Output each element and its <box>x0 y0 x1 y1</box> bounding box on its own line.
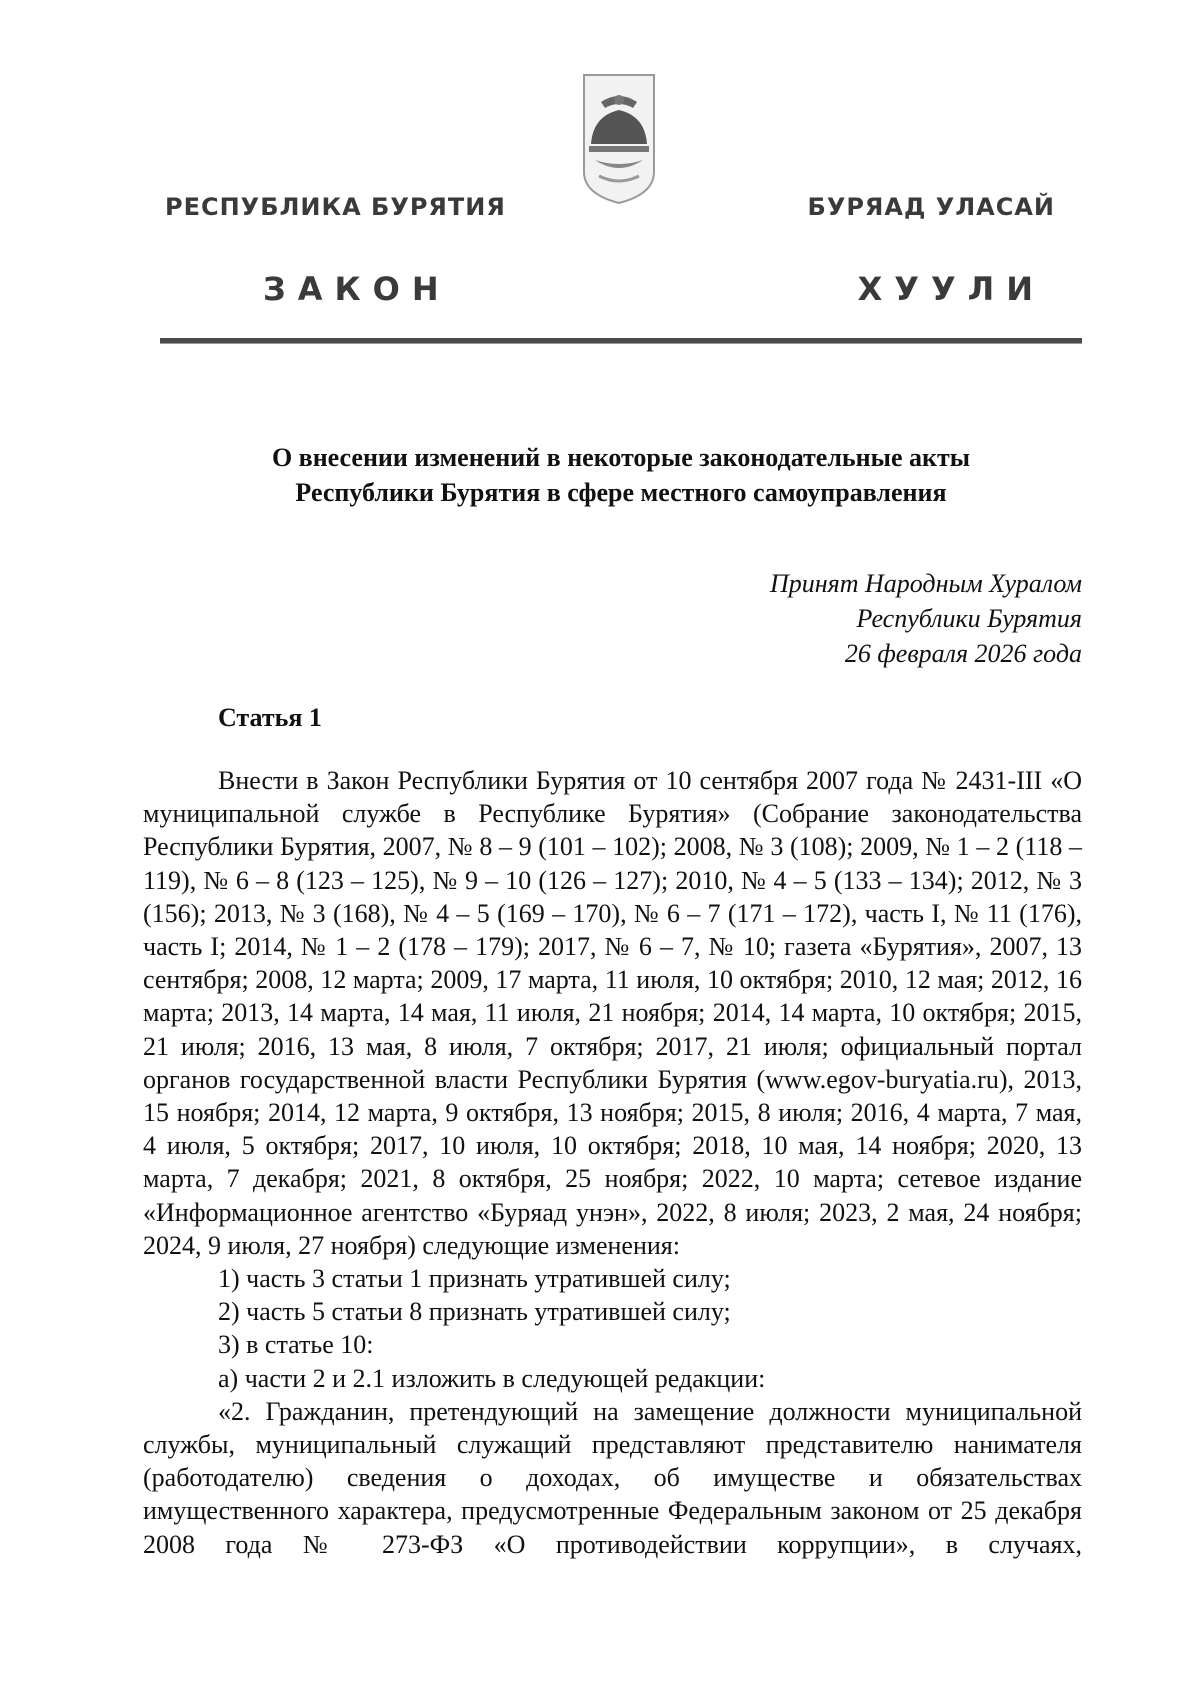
title-line-1: О внесении изменений в некоторые законодательные акты <box>271 443 971 472</box>
list-item-3: 3) в статье 10: <box>218 1330 374 1360</box>
title-line-2: Республики Бурятия в сфере местного самоуправления <box>295 478 947 507</box>
coat-of-arms-icon <box>581 72 657 206</box>
adoption-line-2: Республики Бурятия <box>856 604 1082 633</box>
law-label-buryat: ХУУЛИ <box>857 270 1045 308</box>
article-body <box>143 764 1082 1561</box>
list-item-2: 2) часть 5 статьи 8 признать утратившей силу; <box>218 1297 731 1327</box>
intro-paragraph: Внести в Закон Республики Бурятия от 10 сентября 2007 года № 2431-III «О муниципальной службе в Республике Бурятия» (Собрание законодательства Республики Бурятия, 2007, № 8 – 9 (101 – 102); 2008, № 3 (108); 2009, № 1 – 2 (118 – 119), № 6 – 8 (123 – 125), № 9 – 10 (126 – 127); 2010, № 4 – 5 (133 – 134); 2012, № 3 (156); 2013, № 3 (168), № 4 – 5 (169 – 170), № 6 – 7 (171 – 172), часть I, № 11 (176), часть I; 2014, № 1 – 2 (178 – 179); 2017, № 6 – 7, № 10; газета «Бурятия», 2007, 13 сентября; 2008, 12 марта; 2009, 17 марта, 11 июля, 10 октября; 2010, 12 мая; 2012, 16 марта; 2013, 14 марта, 14 мая, 11 июля, 21 ноября; 2014, 14 марта, 10 октября; 2015, 21 июля; 2016, 13 мая, 8 июля, 7 октября; 2017, 21 июля; официальный портал органов государственной власти Республики Бурятия (www.egov-buryatia.ru), 2013, 15 ноября; 2014, 12 марта, 9 октября, 13 ноября; 2015, 8 июля; 2016, 4 марта, 7 мая, 4 июля, 5 октября; 2017, 10 июля, 10 октября; 2018, 10 мая, 14 ноября; 2020, 13 марта, 7 декабря; 2021, 8 октября, 25 ноября; 2022, 10 марта; сетевое издание «Информационное агентство «Буряад унэн», 2022, 8 июля; 2023, 2 мая, 24 ноября; 2024, 9 июля, 27 ноября) следующие изменения: <box>143 766 1082 1260</box>
republic-name-buryat: БУРЯАД УЛАСАЙ <box>807 193 1055 221</box>
list-item-3a: а) части 2 и 2.1 изложить в следующей редакции: <box>218 1363 766 1393</box>
list-item-1: 1) часть 3 статьи 1 признать утратившей силу; <box>218 1264 731 1294</box>
adoption-date: 26 февраля 2026 года <box>844 639 1082 668</box>
adoption-line-1: Принят Народным Хуралом <box>769 569 1082 598</box>
article-heading: Статья 1 <box>218 703 322 732</box>
header-divider <box>160 338 1082 344</box>
document-title <box>160 440 1082 510</box>
republic-name-russian: РЕСПУБЛИКА БУРЯТИЯ <box>165 193 506 221</box>
adoption-note <box>770 566 1082 671</box>
law-label-russian: ЗАКОН <box>263 270 451 308</box>
quoted-paragraph: «2. Гражданин, претендующий на замещение должности муниципальной службы, муниципальный служащий представляют представителю нанимателя (работодателю) сведения о доходах, об имуществе и обязательствах имущественного характера, предусмотренные Федеральным законом от 25 декабря 2008 года № 273-ФЗ «О противодействии коррупции», в случаях, <box>143 1396 1082 1559</box>
